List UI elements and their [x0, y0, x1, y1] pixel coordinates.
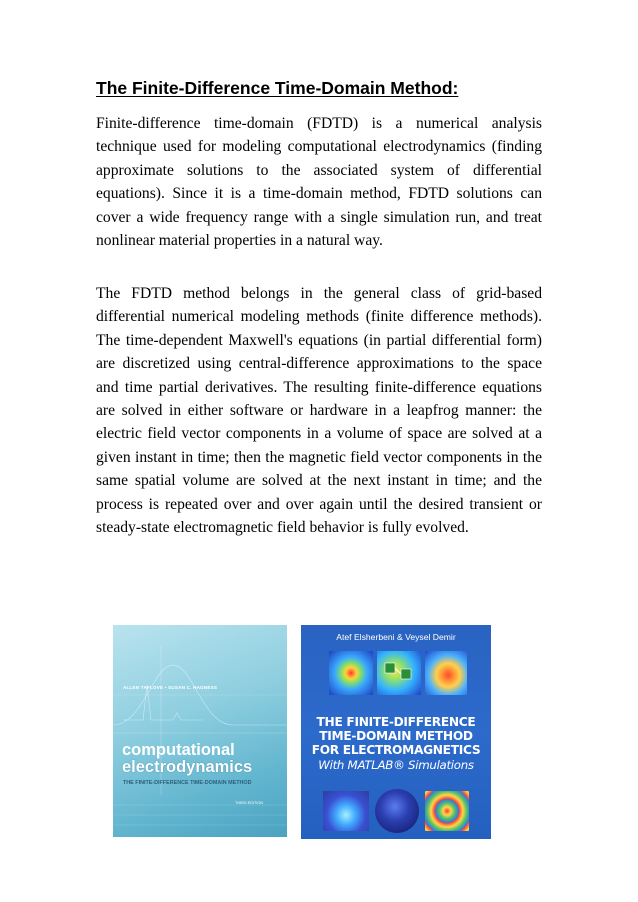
book2-title-line1: THE FINITE-DIFFERENCE	[316, 715, 476, 729]
simulation-image	[329, 651, 373, 695]
simulation-image	[425, 651, 467, 695]
paragraph-method: The FDTD method belongs in the general class of grid-based differential numerical modeling methods (finite difference methods). The time-dependent Maxwell's equations (in partial differential form) are discretized using central-difference approximations to the space and time partial derivatives. The resulting finite-difference equations are solved in either software or hardware in a leapfrog manner: the electric field vector components in a volume of space are solved at a given instant in time; then the magnetic field vector components in the same spatial volume are solved at the next instant in time; and the process is repeated over and over again until the desired transient or steady-state electromagnetic field behavior is fully evolved.	[96, 285, 542, 537]
book1-subtitle: THE FINITE-DIFFERENCE TIME-DOMAIN METHOD	[123, 780, 252, 786]
book1-title-line2: electrodynamics	[122, 758, 253, 776]
simulation-image	[375, 789, 419, 833]
section-heading: The Finite-Difference Time-Domain Method:	[96, 78, 459, 98]
book-cover-computational-electrodynamics	[113, 625, 287, 837]
paragraph-intro: Finite-difference time-domain (FDTD) is a numerical analysis technique used for modeling computational electrodynamics (finding approximate solutions to the associated system of differential equations). Since it is a time-domain method, FDTD solutions can cover a wide frequency range with a single simulation run, and treat nonlinear material properties in a natural way.	[96, 115, 542, 250]
book2-authors: Atef Elsherbeni & Veysel Demir	[336, 632, 456, 642]
book-cover-fdtd-electromagnetics	[301, 625, 491, 839]
book2-title-line2: TIME-DOMAIN METHOD	[319, 729, 473, 743]
book1-authors: ALLEN TAFLOVE • SUSAN C. HAGNESS	[123, 685, 218, 690]
book1-edition: THIRD EDITION	[235, 801, 264, 805]
book2-title-line4: With MATLAB® Simulations	[318, 758, 474, 772]
book1-title-line1: computational	[122, 741, 235, 759]
waveform-graphic	[113, 625, 287, 837]
circuit-icon	[377, 651, 421, 695]
book2-title-line3: FOR ELECTROMAGNETICS	[311, 743, 481, 757]
simulation-image	[323, 791, 369, 831]
simulation-image	[425, 791, 469, 831]
